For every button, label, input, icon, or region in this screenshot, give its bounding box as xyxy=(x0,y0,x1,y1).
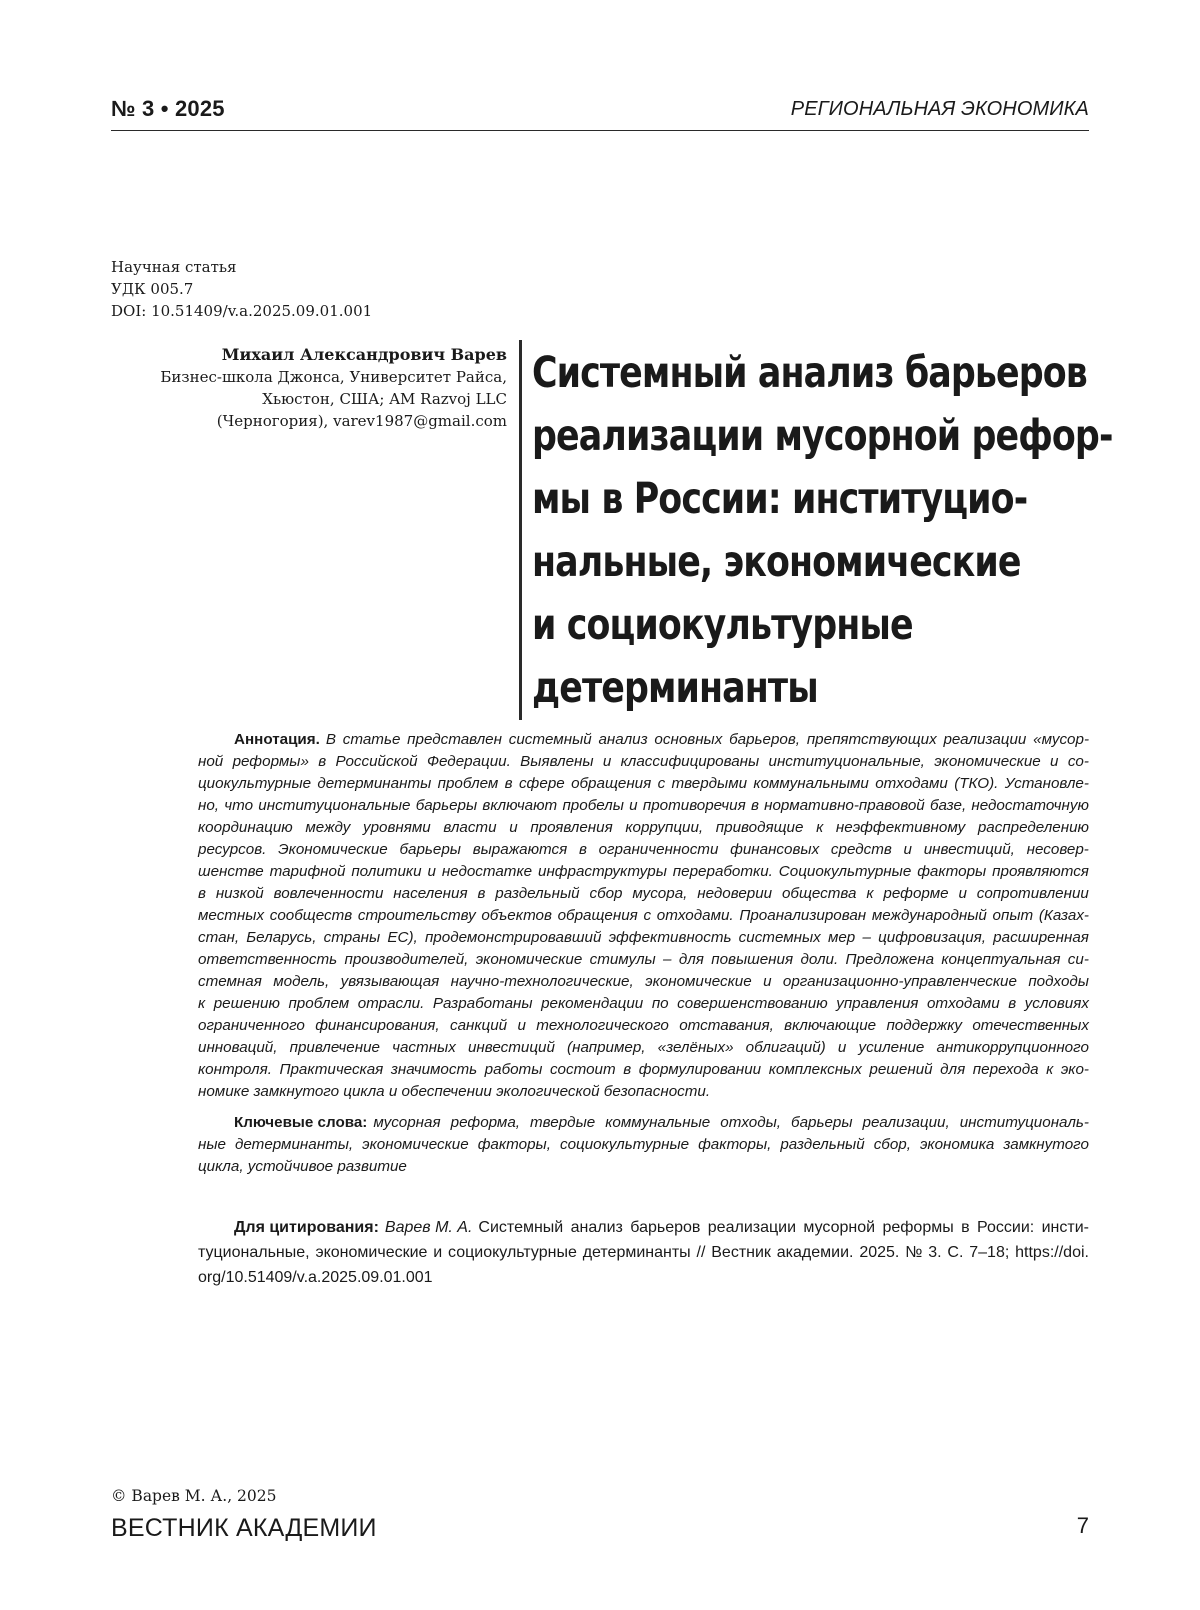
author-name: Михаил Александрович Варев xyxy=(221,345,507,364)
title-divider xyxy=(519,340,522,720)
author-block xyxy=(111,344,507,432)
abstract-line: шенстве тарифной политики и недостатке инфраструктуры переработки. Социокультурные факторы проявляются xyxy=(198,863,1089,880)
keywords-line xyxy=(198,1112,1089,1134)
page-number: 7 xyxy=(1076,1513,1089,1538)
author-affiliation-line: Бизнес-школа Джонса, Университет Райса, xyxy=(160,368,507,386)
abstract-line: местных сообществ строительству объектов обращения с отходами. Проанализирован международный опыт (Казах- xyxy=(198,907,1089,924)
abstract xyxy=(198,729,1089,1103)
section-title: РЕГИОНАЛЬНАЯ ЭКОНОМИКА xyxy=(790,98,1089,120)
abstract-text: В статье представлен системный анализ основных барьеров, препятствующих реализации «мусор- xyxy=(325,731,1089,748)
abstract-line: стан, Беларусь, страны ЕС), продемонстрировавший эффективность системных мер – цифровизация, расширенная xyxy=(198,929,1089,946)
author-affiliation-line: (Черногория), varev1987@gmail.com xyxy=(216,412,507,430)
abstract-line: но, что институциональные барьеры включают пробелы и противоречия в нормативно-правовой базе, недостаточную xyxy=(198,797,1089,814)
citation-label: Для цитирования: xyxy=(234,1219,379,1236)
abstract-line: ресурсов. Экономические барьеры выражаются в ограниченности финансовых средств и инвестиций, несовер- xyxy=(198,841,1089,858)
citation-line: туциональные, экономические и социокультурные детерминанты // Вестник академии. 2025. № 3. С. 7–18; https://doi. xyxy=(198,1244,1089,1261)
keywords-line: цикла, устойчивое развитие xyxy=(198,1158,407,1175)
citation-doi-link[interactable]: org/10.51409/v.a.2025.09.01.001 xyxy=(198,1269,433,1286)
title-line: нальные, экономические xyxy=(532,537,1021,587)
abstract-line: к решению проблем отрасли. Разработаны рекомендации по совершенствованию управления отходами в условиях xyxy=(198,995,1089,1012)
abstract-line: инноваций, привлечение частных инвестиций (например, «зелёных» облигаций) и усиление антикоррупционного xyxy=(198,1039,1089,1056)
title-line: детерминанты xyxy=(532,663,818,713)
issue-number: № 3 • 2025 xyxy=(111,96,225,121)
doi: DOI: 10.51409/v.a.2025.09.01.001 xyxy=(111,302,373,320)
author-affiliation-line: Хьюстон, США; AM Razvoj LLC xyxy=(262,390,507,408)
abstract-line: координацию между уровнями власти и проявления коррупции, приводящие к неэффективному распределению xyxy=(198,819,1089,836)
copyright: © Варев М. А., 2025 xyxy=(111,1487,277,1505)
abstract-line: контроля. Практическая значимость работы состоит в формулировании комплексных решений для перехода к эко- xyxy=(198,1061,1089,1078)
abstract-line: ной реформы» в Российской Федерации. Выявлены и классифицированы институциональные, экономические и со- xyxy=(198,753,1089,770)
abstract-line: в низкой вовлеченности населения в раздельный сбор мусора, недоверии общества к реформе и сопротивлении xyxy=(198,885,1089,902)
citation-line xyxy=(198,1215,1089,1240)
title-line: мы в России: институцио- xyxy=(532,474,1028,524)
abstract-line: ответственность производителей, экономические стимулы – для повышения доли. Предложена концептуальная си- xyxy=(198,951,1089,968)
journal-name: ВЕСТНИК АКАДЕМИИ xyxy=(111,1514,377,1542)
keywords xyxy=(198,1112,1089,1178)
title-line: реализации мусорной рефор- xyxy=(532,411,1113,461)
article-title xyxy=(532,342,1113,720)
keywords-line: ные детерминанты, экономические факторы, социокультурные факторы, раздельный сбор, экономика замкнутого xyxy=(198,1136,1089,1153)
abstract-line: циокультурные детерминанты проблем в сфере обращения с твердыми коммунальными отходами (ТКО). Установле- xyxy=(198,775,1089,792)
udc-code: УДК 005.7 xyxy=(111,280,194,298)
abstract-line xyxy=(198,729,1089,751)
article-meta xyxy=(111,256,372,322)
keywords-label: Ключевые слова: xyxy=(234,1114,368,1131)
citation xyxy=(198,1215,1089,1290)
abstract-line: номике замкнутого цикла и обеспечении экологической безопасности. xyxy=(198,1083,711,1100)
abstract-line: стемная модель, увязывающая научно-технологические, экономические и организационно-управленческие подходы xyxy=(198,973,1089,990)
header-divider xyxy=(111,130,1089,131)
article-type: Научная статья xyxy=(111,258,237,276)
abstract-line: ограниченного финансирования, санкций и технологического отставания, включающие поддержку отечественных xyxy=(198,1017,1089,1034)
abstract-label: Аннотация. xyxy=(234,731,320,748)
citation-author: Варев М. А. xyxy=(384,1219,473,1236)
title-line: Системный анализ барьеров xyxy=(532,348,1087,398)
keywords-text: мусорная реформа, твердые коммунальные отходы, барьеры реализации, институциональ- xyxy=(373,1114,1089,1131)
title-line: и социокультурные xyxy=(532,600,913,650)
citation-text: Системный анализ барьеров реализации мусорной реформы в России: инсти- xyxy=(478,1219,1089,1236)
